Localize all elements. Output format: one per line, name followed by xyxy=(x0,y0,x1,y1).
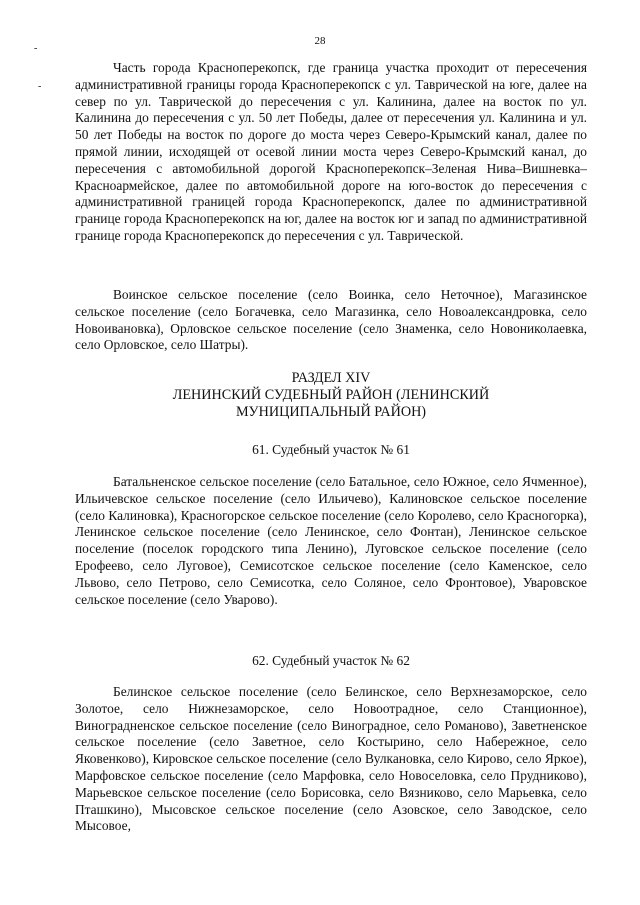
page-number: 28 xyxy=(314,35,326,47)
margin-mark: - xyxy=(38,81,42,92)
settlements-list xyxy=(75,287,587,354)
district-62-heading: 62. Судебный участок № 62 xyxy=(252,653,410,668)
district-62-text: Белинское сельское поселение (село Белинское, село Верхнезаморское, село Золотое, село Нижнезаморское, село Новоотрадное, село Станционное), Виноградненское сельское поселение (село Виноградное, село Романово), Заветненское сельское поселение (село Заветное, село Костырино, село Набережное, село Яковенково), Кировское сельское поселение (село Вулкановка, село Кирово, село Яркое), Марфовское сельское поселение (село Марфовка, село Новоселовка, село Прудниково), Марьевское сельское поселение (село Борисовка, село Вязниково, село Марьевка, село Пташкино), Мысовское сельское поселение (село Азовское, село Заводское, село Мысовое, xyxy=(75,684,587,834)
district-61-body xyxy=(75,474,587,608)
boundary-description xyxy=(75,60,587,245)
paragraph-boundary: Часть города Красноперекопск, где граница участка проходит от пересечения административной границы города Красноперекопск с ул. Таврической на юге, далее на север по ул. Таврической до пересечения с ул. Калинина, далее на восток по ул. Калинина до пересечения с ул. 50 лет Победы, далее от пересечения ул. Калинина и ул. 50 лет Победы на восток по дороге до моста через Северо-Крымский канал, далее по прямой линии, исходящей от осевой линии моста через Северо-Крымский канал, до пересечения с автомобильной дорогой Красноперекопск–Зеленая Нива–Вишневка–Красноармейское, далее по автомобильной дороге на юго-восток до пересечения с административной границей города Красноперекопск, далее по административной границе города Красноперекопск на юг, далее на восток юг и запад по административной границе города Красноперекопск до пересечения с ул. Таврической. xyxy=(75,60,587,243)
section-number: РАЗДЕЛ XIV xyxy=(291,370,371,386)
section-name-line-2: МУНИЦИПАЛЬНЫЙ РАЙОН) xyxy=(235,404,427,420)
district-61-text: Батальненское сельское поселение (село Батальное, село Южное, село Ячменное), Ильичевское сельское поселение (село Ильичево), Калиновское сельское поселение (село Калиновка), Красногорское сельское поселение (село Королево, село Красногорка), Ленинское сельское поселение (село Ленинское, село Фонтан), Ленинское сельское поселение (поселок городского типа Ленино), Луговское сельское поселение (село Ерофеево, село Луговое), Семисотское сельское поселение (село Каменское, село Львово, село Петрово, село Семисотка, село Соляное, село Фронтовое), Уваровское сельское поселение (село Уварово). xyxy=(75,474,587,607)
section-name-line-1: ЛЕНИНСКИЙ СУДЕБНЫЙ РАЙОН (ЛЕНИНСКИЙ xyxy=(172,387,490,403)
margin-mark: - xyxy=(34,43,38,54)
paragraph-settlements: Воинское сельское поселение (село Воинка, село Неточное), Магазинское сельское поселение (село Богачевка, село Магазинка, село Новоалександровка, село Новоивановка), Орловское сельское поселение (село Знаменка, село Новониколаевка, село Орловское, село Шатры). xyxy=(75,287,587,353)
district-61-heading: 61. Судебный участок № 61 xyxy=(252,442,410,457)
district-62-body xyxy=(75,684,587,835)
section-title xyxy=(75,370,587,421)
